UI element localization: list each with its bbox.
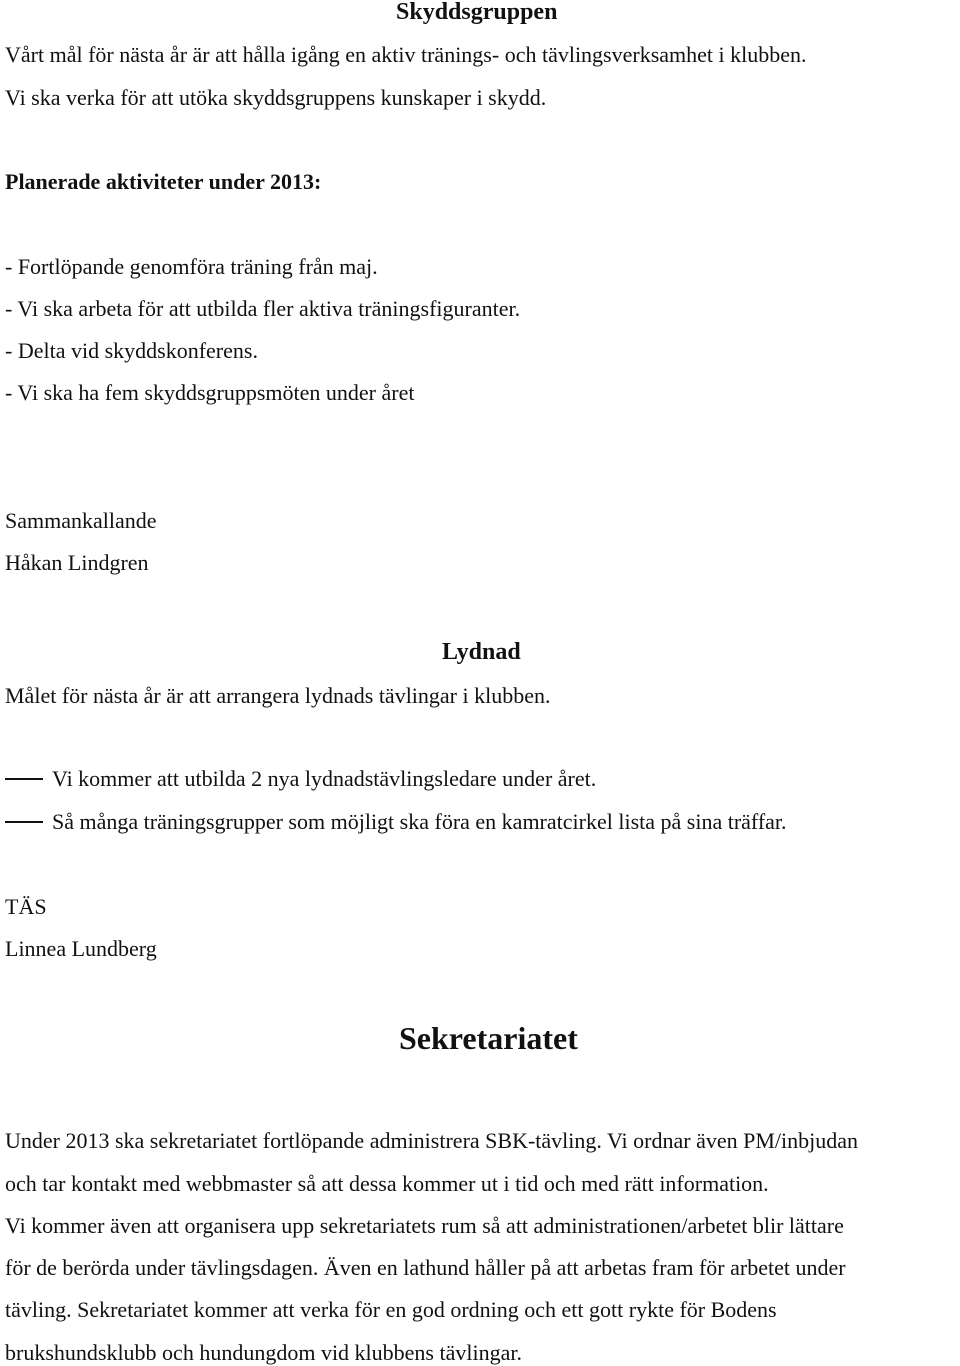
sekretariatet-paragraph-line: tävling. Sekretariatet kommer att verka för en god ordning och ett gott rykte för Bodens xyxy=(5,1297,777,1322)
activity-item: - Delta vid skyddskonferens. xyxy=(5,338,258,363)
convener-label: Sammankallande xyxy=(5,508,157,533)
plan-heading: Planerade aktiviteter under 2013: xyxy=(5,169,322,194)
lydnad-list-item-text: Så många träningsgrupper som möjligt ska föra en kamratcirkel lista på sina träffar. xyxy=(52,809,787,834)
sekretariatet-paragraph-line: och tar kontakt med webbmaster så att dessa kommer ut i tid och med rätt information. xyxy=(5,1171,769,1196)
skyddsgruppen-intro-line-2: Vi ska verka för att utöka skyddsgruppens kunskaper i skydd. xyxy=(5,85,547,110)
section-heading-skyddsgruppen: Skyddsgruppen xyxy=(396,0,558,25)
sekretariatet-paragraph-line: för de berörda under tävlingsdagen. Även en lathund håller på att arbetas fram för arbetet under xyxy=(5,1255,846,1280)
convener-name: Håkan Lindgren xyxy=(5,550,149,575)
contact-name: Linnea Lundberg xyxy=(5,936,157,961)
contact-label: TÄS xyxy=(5,894,47,919)
lydnad-list-item xyxy=(5,811,787,833)
sekretariatet-paragraph-line: Under 2013 ska sekretariatet fortlöpande administrera SBK-tävling. Vi ordnar även PM/inbjudan xyxy=(5,1128,859,1153)
lydnad-list-item xyxy=(5,768,596,790)
lydnad-goal: Målet för nästa år är att arrangera lydnads tävlingar i klubben. xyxy=(5,683,551,708)
section-heading-lydnad: Lydnad xyxy=(442,639,521,665)
dash-bullet-icon xyxy=(5,821,43,823)
activity-item: - Vi ska ha fem skyddsgruppsmöten under året xyxy=(5,380,415,405)
section-heading-sekretariatet: Sekretariatet xyxy=(399,1020,578,1056)
lydnad-list-item-text: Vi kommer att utbilda 2 nya lydnadstävlingsledare under året. xyxy=(52,766,597,791)
skyddsgruppen-intro-line-1: Vårt mål för nästa år är att hålla igång en aktiv tränings- och tävlingsverksamhet i klubben. xyxy=(5,42,807,67)
activity-item: - Fortlöpande genomföra träning från maj. xyxy=(5,254,378,279)
sekretariatet-paragraph-line: Vi kommer även att organisera upp sekretariatets rum så att administrationen/arbetet blir lättare xyxy=(5,1213,844,1238)
sekretariatet-paragraph-line: brukshundsklubb och hundungdom vid klubbens tävlingar. xyxy=(5,1340,522,1365)
dash-bullet-icon xyxy=(5,778,43,780)
activity-item: - Vi ska arbeta för att utbilda fler aktiva träningsfiguranter. xyxy=(5,296,521,321)
